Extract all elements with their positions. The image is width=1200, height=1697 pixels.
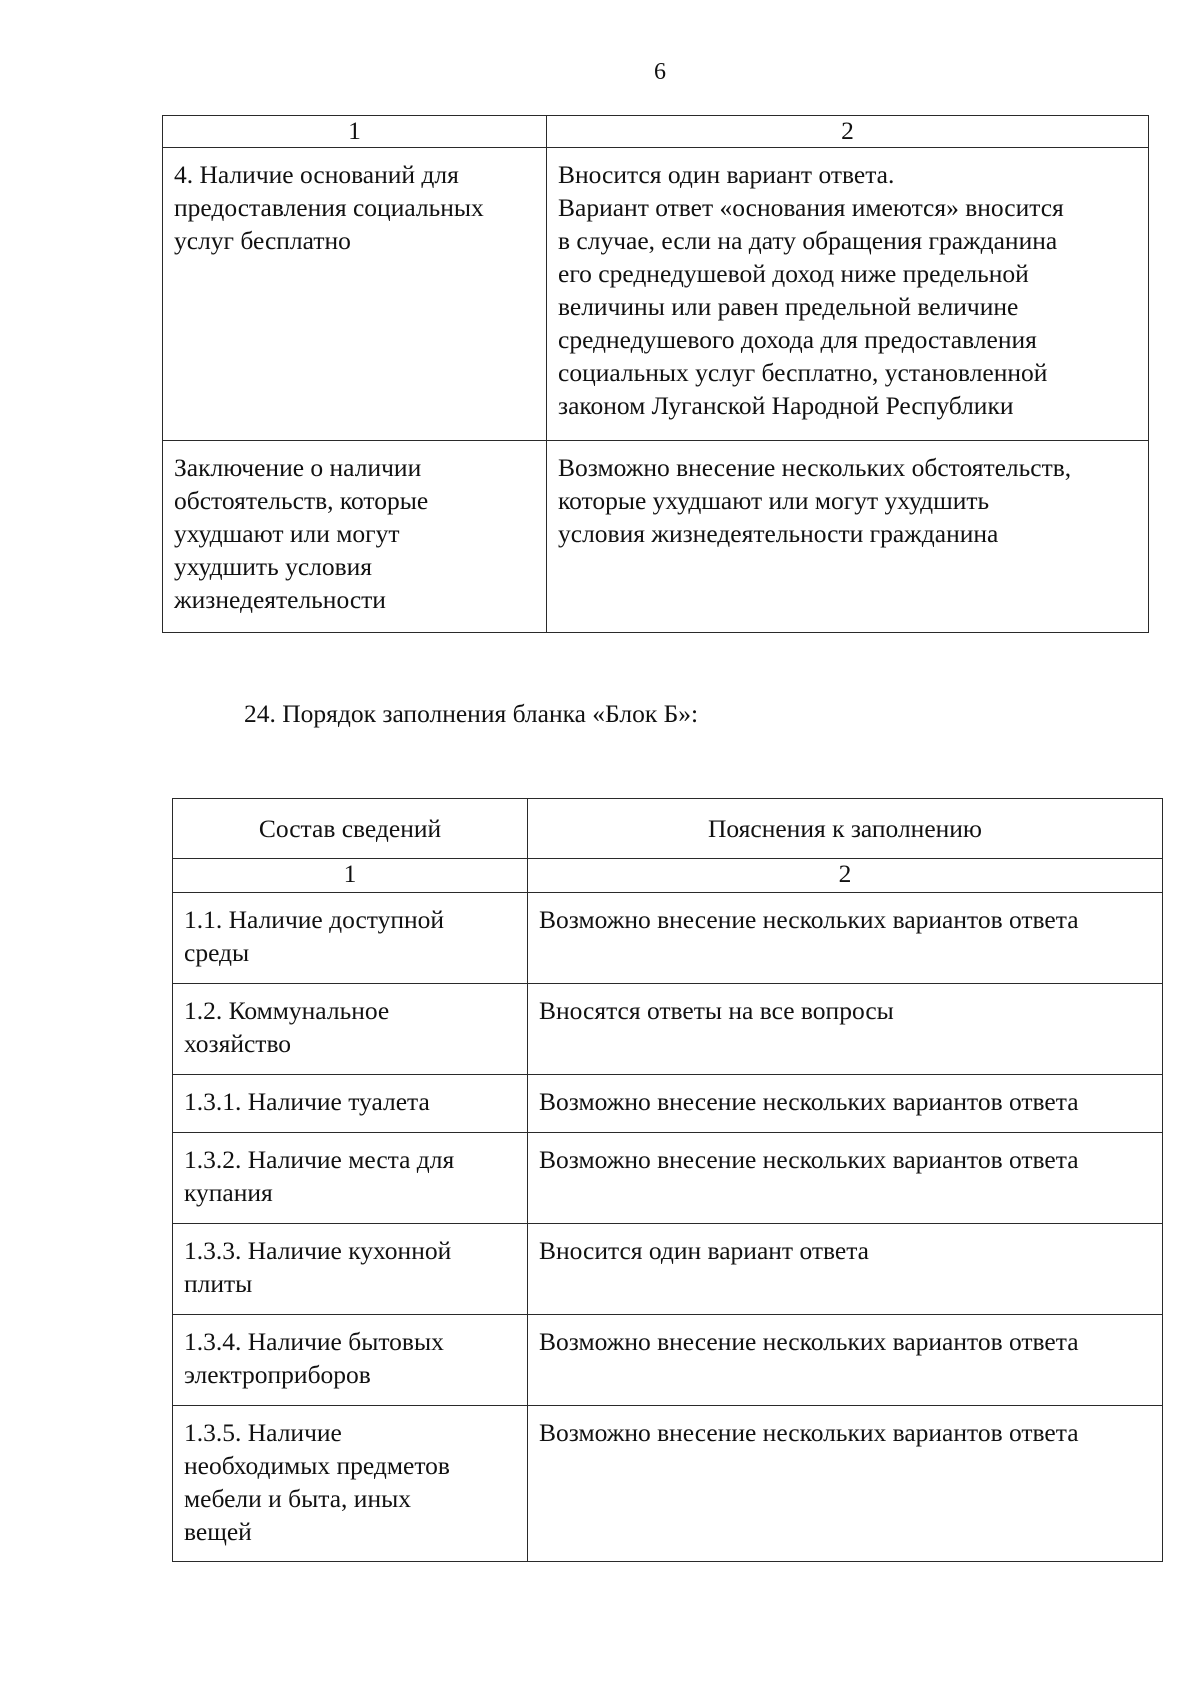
section-heading: 24. Порядок заполнения бланка «Блок Б»:: [244, 699, 699, 728]
field-name-cell: 1.3.5. Наличие необходимых предметов мебели и быта, иных вещей: [173, 1406, 528, 1562]
field-name-cell: 1.3.2. Наличие места для купания: [173, 1133, 528, 1224]
field-name-cell: 1.3.1. Наличие туалета: [173, 1075, 528, 1133]
table-column-numbers-row: [163, 116, 1149, 148]
field-name-cell: Заключение о наличии обстоятельств, которые ухудшают или могут ухудшить условия жизнедеятельности: [163, 441, 547, 633]
explanation-cell: Возможно внесение нескольких вариантов ответа: [528, 1075, 1163, 1133]
table-row: [163, 148, 1149, 441]
explanation-cell: Вносится один вариант ответа. Вариант ответ «основания имеются» вносится в случае, если на дату обращения гражданина его среднедушевой доход ниже предельной величины или равен предельной величине среднедушевого дохода для предоставления социальных услуг бесплатно, установленной законом Луганской Народной Республики: [547, 148, 1149, 441]
table-block-b: [172, 798, 1163, 1562]
explanation-cell: Возможно внесение нескольких обстоятельств, которые ухудшают или могут ухудшить условия жизнедеятельности гражданина: [547, 441, 1149, 633]
column-header: Пояснения к заполнению: [528, 799, 1163, 859]
field-name-cell: 4. Наличие оснований для предоставления социальных услуг бесплатно: [163, 148, 547, 441]
table-row: [173, 1315, 1163, 1406]
column-number-cell: 1: [173, 859, 528, 893]
table-row: [173, 1224, 1163, 1315]
table-row: [173, 1075, 1163, 1133]
table-row: [163, 441, 1149, 633]
explanation-cell: Возможно внесение нескольких вариантов ответа: [528, 1315, 1163, 1406]
field-name-cell: 1.3.3. Наличие кухонной плиты: [173, 1224, 528, 1315]
explanation-cell: Возможно внесение нескольких вариантов ответа: [528, 1406, 1163, 1562]
column-header: Состав сведений: [173, 799, 528, 859]
explanation-cell: Вносятся ответы на все вопросы: [528, 984, 1163, 1075]
explanation-cell: Возможно внесение нескольких вариантов ответа: [528, 1133, 1163, 1224]
table-block-a-continuation: [162, 115, 1149, 633]
explanation-cell: Вносится один вариант ответа: [528, 1224, 1163, 1315]
table-column-numbers-row: [173, 859, 1163, 893]
table-row: [173, 1133, 1163, 1224]
field-name-cell: 1.1. Наличие доступной среды: [173, 893, 528, 984]
table-row: [173, 984, 1163, 1075]
table-header-row: [173, 799, 1163, 859]
field-name-cell: 1.2. Коммунальное хозяйство: [173, 984, 528, 1075]
explanation-cell: Возможно внесение нескольких вариантов ответа: [528, 893, 1163, 984]
column-number-cell: 2: [528, 859, 1163, 893]
page-number: 6: [654, 59, 666, 85]
table-row: [173, 893, 1163, 984]
column-number-cell: 2: [547, 116, 1149, 148]
field-name-cell: 1.3.4. Наличие бытовых электроприборов: [173, 1315, 528, 1406]
table-row: [173, 1406, 1163, 1562]
column-number-cell: 1: [163, 116, 547, 148]
